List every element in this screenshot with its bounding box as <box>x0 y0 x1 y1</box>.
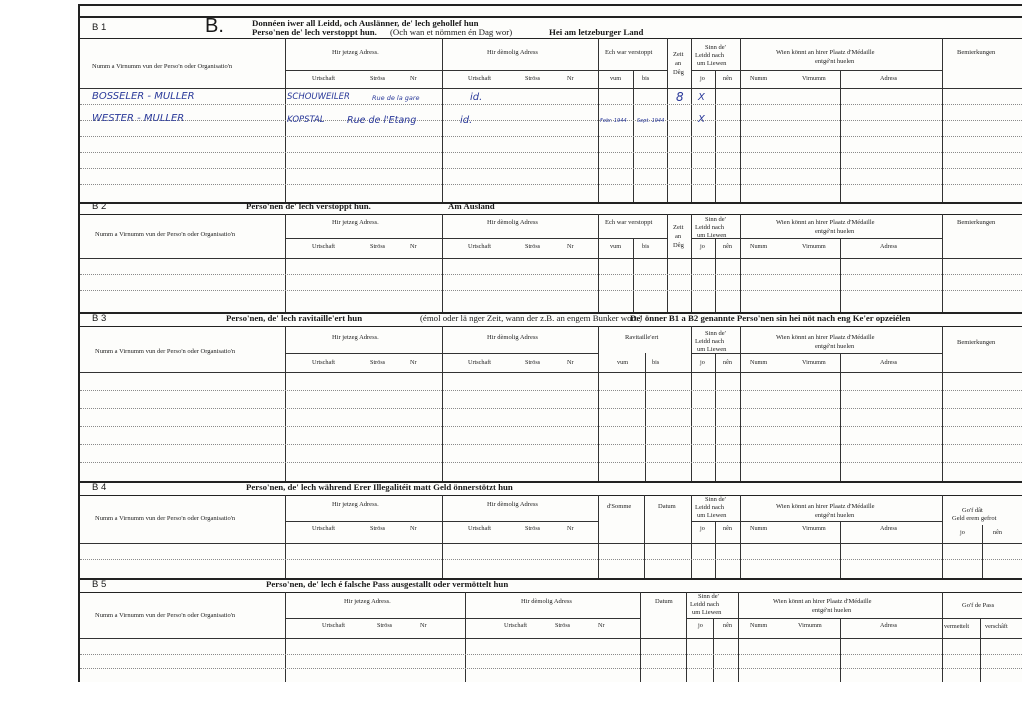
b4-street2-header: Ströss <box>525 525 541 532</box>
b5-medal-header-2: entgé'nt huelen <box>812 607 852 614</box>
b4-nr-header: Nr <box>410 525 417 532</box>
entry-2-from: Febr. 1944 <box>600 118 627 124</box>
section-b1-title-line2: Perso'nen de' lech verstoppt hun. <box>252 27 377 37</box>
section-b4-header <box>80 481 1022 496</box>
b3-suffered-header-3: um Liewen <box>697 346 727 353</box>
col-days-header-3: Dêg <box>673 69 684 76</box>
b2-address-then-header: Hir dèmolig Adress <box>487 219 538 226</box>
b3-nr-header: Nr <box>410 359 417 366</box>
b3-name-header: Numm a Virnumm vun der Perso'n oder Organisatio'n <box>95 348 236 355</box>
b4-firstname-header: Virnumm <box>802 525 826 532</box>
section-b4-id: B 4 <box>92 482 107 493</box>
b4-medal-header-1: Wien könnt an hirer Plaatz d'Médaille <box>776 503 875 510</box>
section-b1-title-note: (Och wan et nömmen én Dag wor) <box>390 27 513 37</box>
b5-town-header: Urtschaft <box>322 622 346 629</box>
b5-adress-header: Adress <box>880 622 898 629</box>
entry-1-name: BOSSELER - MULLER <box>92 91 195 102</box>
b4-town2-header: Urtschaft <box>468 525 492 532</box>
b2-yes-header: jo <box>700 243 705 250</box>
col-suffered-header-3: um Liewen <box>697 60 727 67</box>
b5-street-header: Ströss <box>377 622 393 629</box>
b5-address-now-header: Hir jetzeg Adress. <box>344 598 391 605</box>
b2-name-header: Numm a Virnumm vun der Perso'n oder Organisatio'n <box>95 231 236 238</box>
b5-date-header: Datum <box>655 598 673 605</box>
b4-surname-header: Numm <box>750 525 768 532</box>
col-days-header-1: Zeit <box>673 51 684 58</box>
col-address-then-header: Hir dèmolig Adress <box>487 49 538 56</box>
b3-supplied-header: Ravitaille'ert <box>625 334 659 341</box>
entry-2-street: Rue de l'Etang <box>347 115 417 126</box>
b5-town2-header: Urtschaft <box>504 622 528 629</box>
section-b1-title-place: Hei am letzeburger Land <box>549 27 644 37</box>
b2-days-header-3: Dêg <box>673 242 684 249</box>
b3-town-header: Urtschaft <box>312 359 336 366</box>
b4-suffered-header-2: Leidd nach <box>695 504 725 511</box>
b2-suffered-header-3: um Liewen <box>697 232 727 239</box>
b4-no-header: nên <box>723 525 732 532</box>
col-street2-header: Ströss <box>525 75 541 82</box>
col-firstname-header: Virnumm <box>802 75 826 82</box>
b2-street-header: Ströss <box>370 243 386 250</box>
section-b2-title: Perso'nen de' lech verstoppt hun. <box>246 201 371 211</box>
b5-yes-header: jo <box>698 622 703 629</box>
b3-address-now-header: Hir jetzeg Adress. <box>332 334 379 341</box>
b5-suffered-header-2: Leidd nach <box>690 601 720 608</box>
entry-2-town: KOPSTAL <box>287 115 325 125</box>
col-nr2-header: Nr <box>567 75 574 82</box>
b4-town-header: Urtschaft <box>312 525 336 532</box>
b4-suffered-header-1: Sinn de' <box>705 496 726 503</box>
b3-address-then-header: Hir dèmolig Adress <box>487 334 538 341</box>
b4-address-then-header: Hir dèmolig Adress <box>487 501 538 508</box>
col-medal-header-1: Wien könnt an hirer Plaatz d'Médaille <box>776 49 875 56</box>
b5-firstname-header: Virnumm <box>798 622 822 629</box>
b4-sum-header: d'Somme <box>607 503 632 510</box>
b2-days-header-1: Zeit <box>673 224 684 231</box>
b5-name-header: Numm a Virnumm vun der Perso'n oder Organisatio'n <box>95 612 236 619</box>
section-b2-header <box>80 200 1022 215</box>
entry-2-name: WESTER - MULLER <box>92 113 185 124</box>
section-b2 <box>80 200 1022 314</box>
b2-nr2-header: Nr <box>567 243 574 250</box>
b2-suffered-header-2: Leidd nach <box>695 224 725 231</box>
section-b2-id: B 2 <box>92 201 107 212</box>
col-days-header-2: an <box>675 60 682 67</box>
section-letter: B. <box>205 15 224 37</box>
b3-surname-header: Numm <box>750 359 768 366</box>
b5-issued-header: vermettelt <box>944 623 970 630</box>
section-b4 <box>80 481 1022 580</box>
section-b3-note: (émol oder lä nger Zeit, wann der z.B. an engem Bunker wort.) <box>420 313 643 323</box>
section-b2-place: Am Ausland <box>448 201 495 211</box>
b2-medal-header-2: entgé'nt huelen <box>815 228 855 235</box>
b4-money-header-1: Go'f dât <box>962 507 983 514</box>
entry-2-to: Sept. 1944 <box>637 118 665 124</box>
b5-street2-header: Ströss <box>555 622 571 629</box>
b2-remarks-header: Bemierkungen <box>957 219 996 226</box>
section-b3-id: B 3 <box>92 313 107 324</box>
col-surname-header: Numm <box>750 75 768 82</box>
b2-town2-header: Urtschaft <box>468 243 492 250</box>
b3-street-header: Ströss <box>370 359 386 366</box>
col-to-header: bis <box>642 75 650 82</box>
b5-sold-header: verschâft <box>985 623 1008 630</box>
col-suffered-header-2: Leidd nach <box>695 52 725 59</box>
b2-nr-header: Nr <box>410 243 417 250</box>
section-b5 <box>80 578 1022 682</box>
entry-1-then: id. <box>470 92 483 103</box>
b4-address-now-header: Hir jetzeg Adress. <box>332 501 379 508</box>
b3-suffered-header-2: Leidd nach <box>695 338 725 345</box>
b5-suffered-header-3: um Liewen <box>692 609 722 616</box>
b3-medal-header-2: entgé'nt huelen <box>815 343 855 350</box>
col-suffered-header-1: Sinn de' <box>705 44 726 51</box>
b5-suffered-header-1: Sinn de' <box>698 593 719 600</box>
b4-street-header: Ströss <box>370 525 386 532</box>
b4-suffered-header-3: um Liewen <box>697 512 727 519</box>
b2-days-header-2: an <box>675 233 682 240</box>
col-address-now-header: Hir jetzeg Adress. <box>332 49 379 56</box>
col-yes-header: jo <box>700 75 705 82</box>
b3-remarks-header: Bemierkungen <box>957 339 996 346</box>
b4-nr2-header: Nr <box>567 525 574 532</box>
b5-nr-header: Nr <box>420 622 427 629</box>
b5-address-then-header: Hir dèmolig Adress <box>521 598 572 605</box>
b3-from-header: vum <box>617 359 629 366</box>
b2-street2-header: Ströss <box>525 243 541 250</box>
b5-surname-header: Numm <box>750 622 768 629</box>
b3-suffered-header-1: Sinn de' <box>705 330 726 337</box>
b2-address-now-header: Hir jetzeg Adress. <box>332 219 379 226</box>
b2-no-header: nên <box>723 243 732 250</box>
b3-town2-header: Urtschaft <box>468 359 492 366</box>
section-b1-id: B 1 <box>92 22 107 33</box>
col-from-header: vum <box>610 75 622 82</box>
b2-to-header: bis <box>642 243 650 250</box>
col-name-header: Numm a Virnumm vun der Perso'n oder Organisatio'n <box>92 63 233 70</box>
b5-medal-header-1: Wien könnt an hirer Plaatz d'Médaille <box>773 598 872 605</box>
section-b1-title-line1: Donnéen iwer all Leidd, och Auslänner, de' lech gehollef hun <box>252 18 479 28</box>
b5-nr2-header: Nr <box>598 622 605 629</box>
b2-surname-header: Numm <box>750 243 768 250</box>
b2-town-header: Urtschaft <box>312 243 336 250</box>
b2-adress-header: Adress <box>880 243 898 250</box>
col-no-header: nên <box>723 75 732 82</box>
form-sheet <box>78 4 1022 682</box>
b4-money-header-2: Geld erem gefrot <box>952 515 997 522</box>
b5-pass-header: Go'f de Pass <box>962 602 995 609</box>
b2-from-header: vum <box>610 243 622 250</box>
b2-firstname-header: Virnumm <box>802 243 826 250</box>
col-town-header: Urtschaft <box>312 75 336 82</box>
b3-nr2-header: Nr <box>567 359 574 366</box>
col-remarks-header: Bemierkungen <box>957 49 996 56</box>
b3-firstname-header: Virnumm <box>802 359 826 366</box>
b4-name-header: Numm a Virnumm vun der Perso'n oder Organisatio'n <box>95 515 236 522</box>
col-medal-header-2: entgé'nt huelen <box>815 58 855 65</box>
b3-street2-header: Ströss <box>525 359 541 366</box>
b3-adress-header: Adress <box>880 359 898 366</box>
section-b5-id: B 5 <box>92 579 107 590</box>
b3-medal-header-1: Wien könnt an hirer Plaatz d'Médaille <box>776 334 875 341</box>
col-nr-header: Nr <box>410 75 417 82</box>
b4-money-no-header: nên <box>993 529 1002 536</box>
entry-2-yes: X <box>698 114 705 125</box>
b2-medal-header-1: Wien könnt an hirer Plaatz d'Médaille <box>776 219 875 226</box>
section-b1 <box>80 16 1022 204</box>
b3-no-header: nên <box>723 359 732 366</box>
col-street-header: Ströss <box>370 75 386 82</box>
b4-adress-header: Adress <box>880 525 898 532</box>
b4-yes-header: jo <box>700 525 705 532</box>
col-hidden-header: Ech war verstoppt <box>605 49 653 56</box>
section-b4-title: Perso'nen, de' lech während Erer Illegalitéit matt Geld önnerstötzt hun <box>246 482 513 492</box>
col-town2-header: Urtschaft <box>468 75 492 82</box>
entry-1-days: 8 <box>676 90 684 104</box>
b3-yes-header: jo <box>700 359 705 366</box>
b5-no-header: nên <box>723 622 732 629</box>
b3-to-header: bis <box>652 359 660 366</box>
section-b3-title: Perso'nen, de' lech ravitaille'ert hun <box>226 313 363 323</box>
b4-money-yes-header: jo <box>960 529 965 536</box>
col-adress-header: Adress <box>880 75 898 82</box>
entry-1-yes: X <box>698 92 705 103</box>
entry-1-town: SCHOUWEILER <box>287 92 350 102</box>
section-b5-header <box>80 578 1022 593</box>
section-b3-tail: De' önner B1 a B2 genannte Perso'nen sin hei nöt nach eng Ke'er opzeiélen <box>630 313 911 323</box>
b2-hidden-header: Ech war verstoppt <box>605 219 653 226</box>
b2-suffered-header-1: Sinn de' <box>705 216 726 223</box>
entry-1-street: Rue de la gare <box>372 94 420 102</box>
entry-2-then: id. <box>460 115 473 126</box>
section-b3 <box>80 312 1022 483</box>
b4-medal-header-2: entgé'nt huelen <box>815 512 855 519</box>
b4-date-header: Datum <box>658 503 676 510</box>
section-b5-title: Perso'nen, de' lech é falsche Pass ausgestallt oder vermöttelt hun <box>266 579 509 589</box>
